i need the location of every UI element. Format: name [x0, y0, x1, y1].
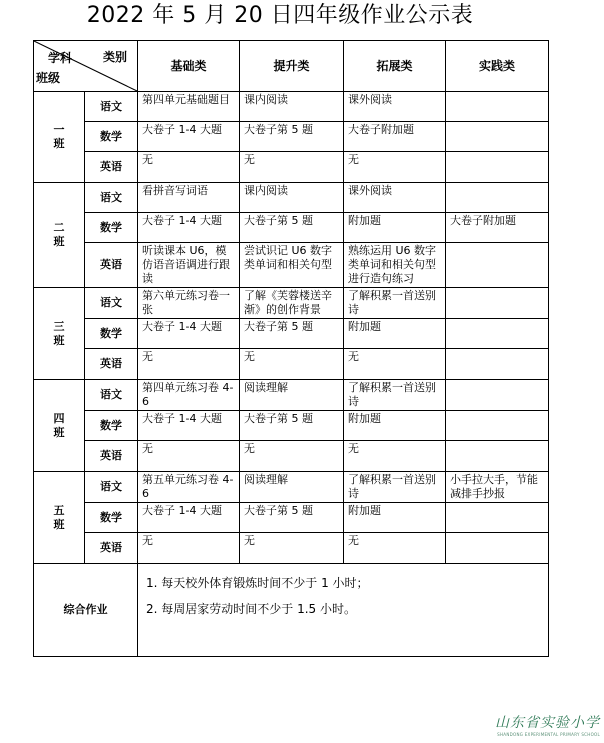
- table-cell: [446, 243, 549, 288]
- table-cell: 无: [138, 152, 240, 183]
- table-cell: 阅读理解: [240, 380, 344, 411]
- table-cell: 大卷子 1-4 大题: [138, 319, 240, 349]
- table-cell: 无: [138, 533, 240, 564]
- summary-content: [138, 564, 549, 657]
- class-name: 五 班: [53, 503, 65, 531]
- table-cell: 阅读理解: [240, 472, 344, 503]
- table-cell: 了解积累一首送别诗: [344, 288, 446, 319]
- header-class-label: 班级: [36, 71, 61, 85]
- subject-cell: 语文: [85, 288, 138, 319]
- table-cell: [446, 533, 549, 564]
- table-cell: 课内阅读: [240, 92, 344, 122]
- table-cell: [446, 122, 549, 152]
- table-cell: 大卷子 1-4 大题: [138, 411, 240, 441]
- table-cell: 小手拉大手，节能减排手抄报: [446, 472, 549, 503]
- table-row: [34, 533, 549, 564]
- header-subject-label: 学科: [48, 51, 73, 65]
- table-cell: 无: [138, 349, 240, 380]
- subject-cell: 数学: [85, 411, 138, 441]
- table-cell: 第四单元练习卷 4-6: [138, 380, 240, 411]
- table-cell: 大卷子附加题: [344, 122, 446, 152]
- table-cell: 看拼音写词语: [138, 183, 240, 213]
- subject-cell: 数学: [85, 213, 138, 243]
- subject-cell: 英语: [85, 533, 138, 564]
- table-cell: 附加题: [344, 319, 446, 349]
- summary-label: 综合作业: [34, 564, 138, 657]
- table-cell: [446, 92, 549, 122]
- homework-table: [33, 40, 549, 657]
- summary-item: 2. 每周居家劳动时间不少于 1.5 小时。: [146, 602, 356, 616]
- subject-cell: 语文: [85, 472, 138, 503]
- subject-cell: 英语: [85, 152, 138, 183]
- subject-cell: 英语: [85, 441, 138, 472]
- table-row: [34, 349, 549, 380]
- table-row: [34, 411, 549, 441]
- table-cell: [446, 380, 549, 411]
- summary-row: [34, 564, 549, 657]
- table-cell: 无: [344, 441, 446, 472]
- table-cell: 无: [240, 152, 344, 183]
- table-row: [34, 380, 549, 411]
- table-cell: 课外阅读: [344, 183, 446, 213]
- subject-cell: 数学: [85, 122, 138, 152]
- table-cell: 第六单元练习卷一张: [138, 288, 240, 319]
- class-name: 二 班: [53, 221, 65, 248]
- class-name-cell: [34, 472, 85, 564]
- table-row: [34, 288, 549, 319]
- header-category-label: 类别: [102, 50, 127, 64]
- table-cell: 课内阅读: [240, 183, 344, 213]
- table-cell: 了解《芙蓉楼送辛渐》的创作背景: [240, 288, 344, 319]
- class-name-cell: [34, 183, 85, 288]
- header-corner-cell: [34, 41, 138, 92]
- school-logo-name: 山东省实验小学: [495, 715, 600, 731]
- table-row: [34, 92, 549, 122]
- class-name: 一 班: [53, 123, 65, 150]
- class-name-cell: [34, 380, 85, 472]
- table-row: [34, 472, 549, 503]
- table-cell: 附加题: [344, 213, 446, 243]
- table-cell: [446, 411, 549, 441]
- table-cell: 课外阅读: [344, 92, 446, 122]
- table-cell: 大卷子 1-4 大题: [138, 503, 240, 533]
- column-header-basic: 基础类: [138, 41, 240, 92]
- table-cell: 无: [240, 533, 344, 564]
- class-name-cell: [34, 92, 85, 183]
- subject-cell: 语文: [85, 183, 138, 213]
- header-row: [34, 41, 549, 92]
- table-cell: 大卷子第 5 题: [240, 411, 344, 441]
- table-cell: [446, 288, 549, 319]
- table-cell: 无: [240, 441, 344, 472]
- table-cell: [446, 183, 549, 213]
- table-cell: [446, 503, 549, 533]
- table-cell: 大卷子第 5 题: [240, 122, 344, 152]
- school-logo-english: SHANDONG EXPERIMENTAL PRIMARY SCHOOL: [497, 732, 600, 737]
- table-cell: 无: [138, 441, 240, 472]
- table-cell: [446, 349, 549, 380]
- class-name: 四 班: [53, 411, 65, 439]
- table-row: [34, 183, 549, 213]
- summary-item: 1. 每天校外体育锻炼时间不少于 1 小时；: [146, 576, 369, 590]
- table-cell: 大卷子 1-4 大题: [138, 213, 240, 243]
- table-cell: 熟练运用 U6 数字类单词和相关句型进行造句练习: [344, 243, 446, 288]
- subject-cell: 英语: [85, 349, 138, 380]
- table-cell: 无: [344, 533, 446, 564]
- column-header-practice: 实践类: [446, 41, 549, 92]
- subject-cell: 语文: [85, 92, 138, 122]
- table-row: [34, 319, 549, 349]
- table-row: [34, 122, 549, 152]
- table-row: [34, 243, 549, 288]
- school-logo: [495, 712, 600, 737]
- table-row: [34, 441, 549, 472]
- table-row: [34, 503, 549, 533]
- table-cell: 大卷子 1-4 大题: [138, 122, 240, 152]
- class-name-cell: [34, 288, 85, 380]
- table-cell: 附加题: [344, 411, 446, 441]
- subject-cell: 数学: [85, 503, 138, 533]
- table-cell: 第四单元基础题目: [138, 92, 240, 122]
- table-cell: 听读课本 U6，模仿语音语调进行跟读: [138, 243, 240, 288]
- class-name: 三 班: [53, 319, 65, 347]
- subject-cell: 语文: [85, 380, 138, 411]
- subject-cell: 数学: [85, 319, 138, 349]
- table-cell: 大卷子第 5 题: [240, 213, 344, 243]
- table-cell: [446, 319, 549, 349]
- table-cell: 尝试识记 U6 数字类单词和相关句型: [240, 243, 344, 288]
- table-row: [34, 152, 549, 183]
- table-cell: [446, 441, 549, 472]
- column-header-extend: 拓展类: [344, 41, 446, 92]
- table-cell: 附加题: [344, 503, 446, 533]
- table-cell: 大卷子附加题: [446, 213, 549, 243]
- table-cell: 了解积累一首送别诗: [344, 472, 446, 503]
- table-cell: 了解积累一首送别诗: [344, 380, 446, 411]
- table-cell: 第五单元练习卷 4-6: [138, 472, 240, 503]
- table-cell: 大卷子第 5 题: [240, 319, 344, 349]
- column-header-improve: 提升类: [240, 41, 344, 92]
- table-cell: [446, 152, 549, 183]
- page-title: 2022 年 5 月 20 日四年级作业公示表: [86, 3, 474, 28]
- table-cell: 无: [344, 349, 446, 380]
- table-cell: 大卷子第 5 题: [240, 503, 344, 533]
- subject-cell: 英语: [85, 243, 138, 288]
- table-cell: 无: [240, 349, 344, 380]
- table-row: [34, 213, 549, 243]
- table-cell: 无: [344, 152, 446, 183]
